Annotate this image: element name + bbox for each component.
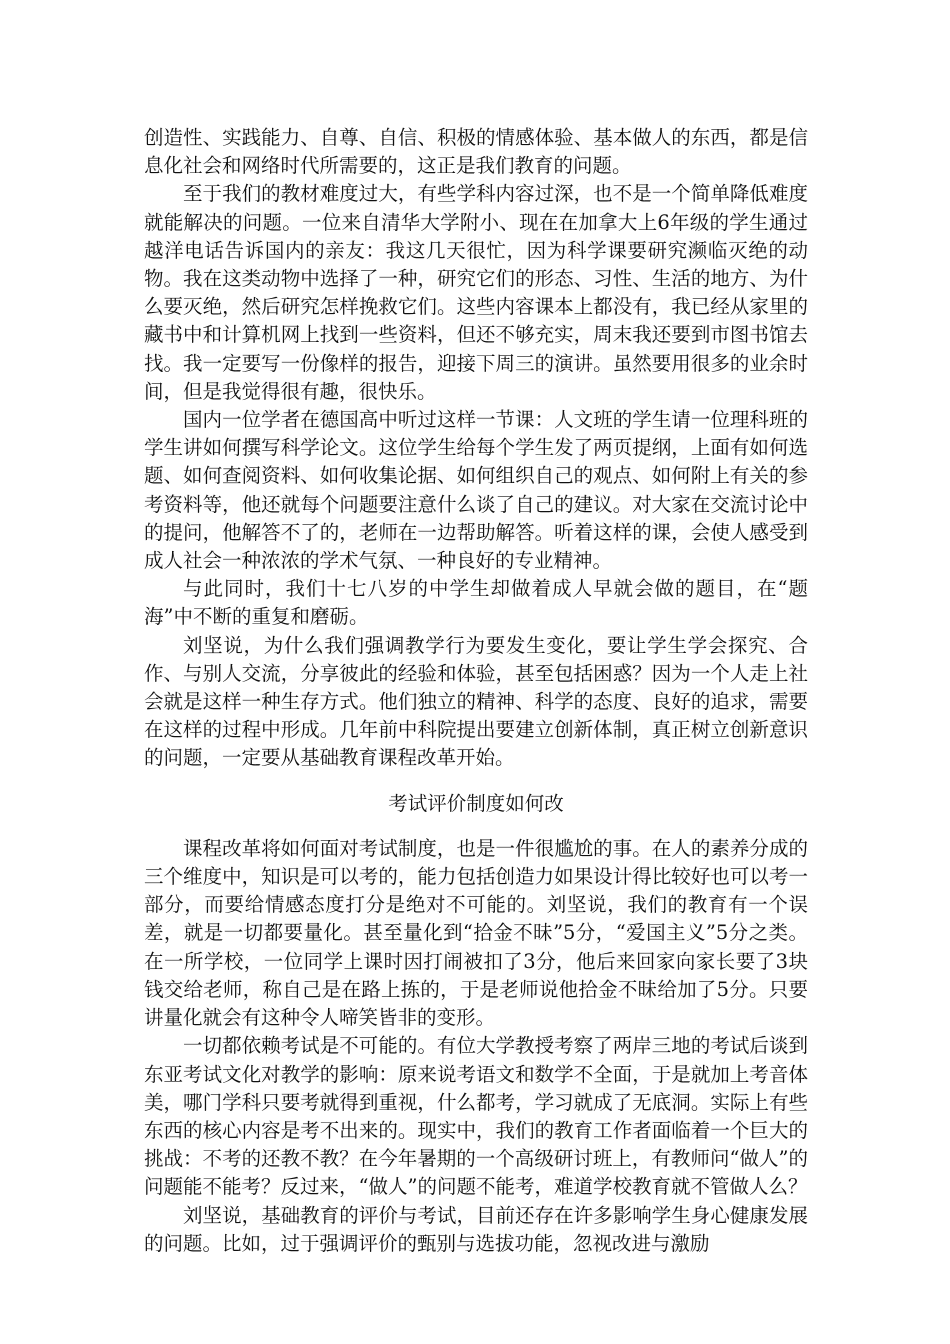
paragraph: 刘坚说，基础教育的评价与考试，目前还存在许多影响学生身心健康发展的问题。比如，过于强调评价的甄别与选拔功能，忽视改进与激励 [144,1203,808,1255]
paragraph: 创造性、实践能力、自尊、自信、积极的情感体验、基本做人的东西，都是信息化社会和网络时代所需要的，这正是我们教育的问题。 [144,126,808,178]
section-title: 考试评价制度如何改 [388,791,564,815]
paragraph: 与此同时，我们十七八岁的中学生却做着成人早就会做的题目，在“题海”中不断的重复和磨砺。 [144,577,808,629]
paragraph: 至于我们的教材难度过大，有些学科内容过深，也不是一个简单降低难度就能解决的问题。一位来自清华大学附小、现在在加拿大上6年级的学生通过越洋电话告诉国内的亲友：我这几天很忙，因为科学课要研究濒临灭绝的动物。我在这类动物中选择了一种，研究它们的形态、习性、生活的地方、为什么要灭绝，然后研究怎样挽救它们。这些内容课本上都没有，我已经从家里的藏书中和计算机网上找到一些资料，但还不够充实，周末我还要到市图书馆去找。我一定要写一份像样的报告，迎接下周三的演讲。虽然要用很多的业余时间，但是我觉得很有趣，很快乐。 [144,182,808,403]
paragraph: 课程改革将如何面对考试制度，也是一件很尴尬的事。在人的素养分成的三个维度中，知识是可以考的，能力包括创造力如果设计得比较好也可以考一部分，而要给情感态度打分是绝对不可能的。刘坚说，我们的教育有一个误差，就是一切都要量化。甚至量化到“拾金不昧”5分，“爱国主义”5分之类。在一所学校，一位同学上课时因打闹被扣了3分，他后来回家向家长要了3块钱交给老师，称自己是在路上拣的，于是老师说他拾金不昧给加了5分。只要讲量化就会有这种令人啼笑皆非的变形。 [144,836,808,1030]
document-body [144,124,808,1258]
paragraph: 刘坚说，为什么我们强调教学行为要发生变化，要让学生学会探究、合作、与别人交流，分享彼此的经验和体验，甚至包括困惑？因为一个人走上社会就是这样一种生存方式。他们独立的精神、科学的态度、良好的追求，需要在这样的过程中形成。几年前中科院提出要建立创新体制，真正树立创新意识的问题，一定要从基础教育课程改革开始。 [144,633,808,770]
paragraph: 一切都依赖考试是不可能的。有位大学教授考察了两岸三地的考试后谈到东亚考试文化对教学的影响：原来说考语文和数学不全面，于是就加上考音体美，哪门学科只要考就得到重视，什么都考，学习就成了无底洞。实际上有些东西的核心内容是考不出来的。现实中，我们的教育工作者面临着一个巨大的挑战：不考的还教不教？在今年暑期的一个高级研讨班上，有教师问“做人”的问题能不能考？反过来，“做人”的问题不能考，难道学校教育就不管做人么？ [144,1034,808,1199]
paragraph: 国内一位学者在德国高中听过这样一节课：人文班的学生请一位理科班的学生讲如何撰写科学论文。这位学生给每个学生发了两页提纲，上面有如何选题、如何查阅资料、如何收集论据、如何组织自己的观点、如何附上有关的参考资料等，他还就每个问题要注意什么谈了自己的建议。对大家在交流讨论中的提问，他解答不了的，老师在一边帮助解答。听着这样的课，会使人感受到成人社会一种浓浓的学术气氛、一种良好的专业精神。 [144,408,808,573]
